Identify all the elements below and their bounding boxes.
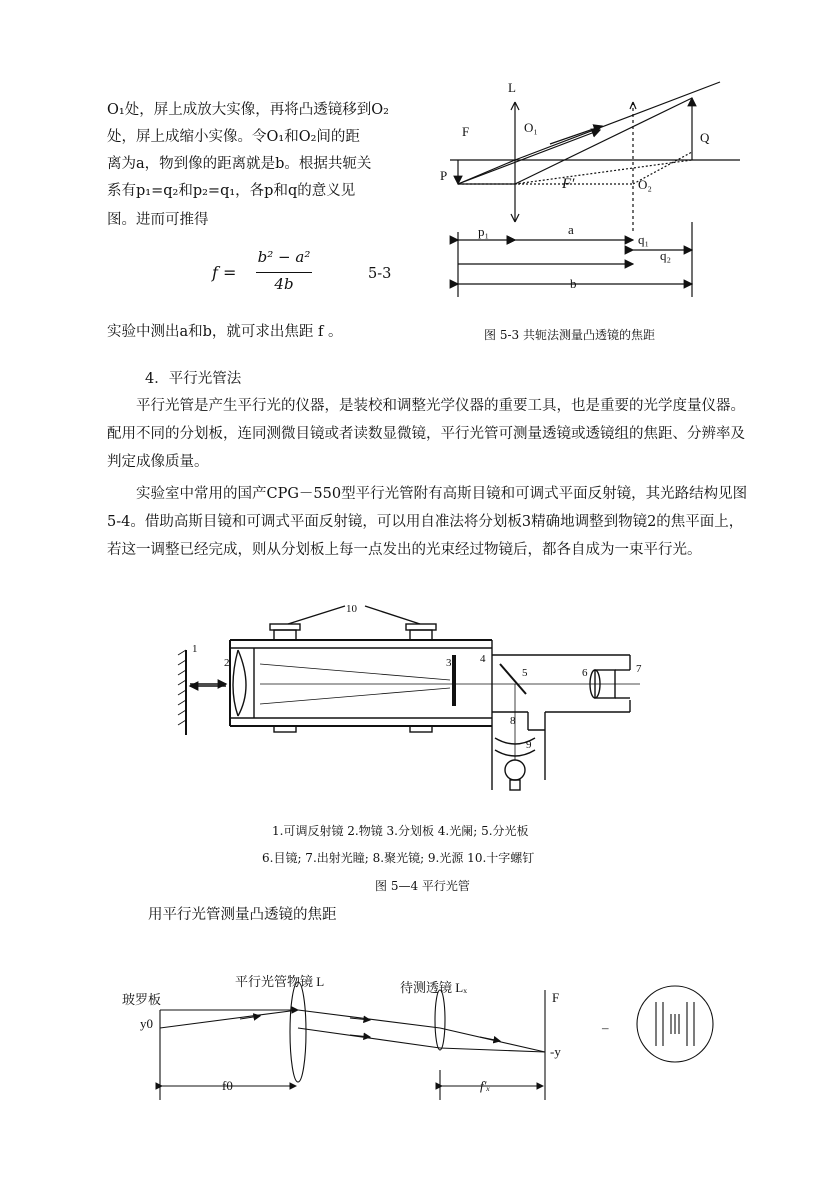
- formula-5-3: [212, 248, 332, 298]
- equation-number: 5-3: [368, 266, 392, 282]
- part-10-label: 10: [346, 603, 357, 615]
- part-7-label: 7: [636, 663, 642, 675]
- subheading-focal-measure: 用平行光管测量凸透镜的焦距: [148, 907, 337, 923]
- formula-denominator: 4b: [274, 275, 294, 293]
- label-p1: p₁: [478, 224, 490, 239]
- section-4-paragraph-1: 平行光管是产生平行光的仪器，是装校和调整光学仪器的重要工具，也是重要的光学度量仪器。配用不同的分划板，连同测微目镜或者读数显微镜，平行光管可测量透镜或透镜组的焦距、分辨率及判定成像质量。: [107, 398, 745, 470]
- label-a: a: [568, 222, 574, 237]
- part-6-label: 6: [582, 667, 588, 679]
- figure-5-4-caption: 图 5—4 平行光管: [375, 879, 470, 893]
- label-objective-L: 平行光管物镜 L: [235, 974, 325, 989]
- part-8-label: 8: [510, 715, 516, 727]
- label-f0: f0: [222, 1078, 233, 1093]
- label-L: L: [508, 80, 516, 95]
- label-O1: O₁: [524, 120, 538, 135]
- label-glass-plate: 玻罗板: [122, 992, 162, 1007]
- figure-5-4-legend-2: 6.目镜; 7.出射光瞳; 8.聚光镜; 9.光源 10.十字螺钉: [262, 851, 535, 865]
- figure-5-3-caption: 图 5-3 共轭法测量凸透镜的焦距: [484, 328, 655, 342]
- label-y0: y0: [140, 1016, 153, 1031]
- label-O2: O₂: [638, 177, 652, 192]
- bottom-figure-diagram: [100, 960, 740, 1110]
- label-P: P: [440, 168, 448, 183]
- label-minus-y: -y: [550, 1044, 561, 1059]
- label-q2: q₂: [660, 248, 672, 263]
- label-q1: q₁: [638, 232, 650, 247]
- label-F-prime: F′: [562, 176, 575, 192]
- label-F: F: [552, 990, 560, 1005]
- figure-5-4-diagram: [170, 600, 660, 800]
- figure-5-4-legend-1: 1.可调反射镜 2.物镜 3.分划板 4.光阑; 5.分光板: [272, 824, 529, 838]
- part-1-label: 1: [192, 643, 198, 655]
- formula-lhs: f =: [212, 263, 237, 282]
- part-5-label: 5: [522, 667, 528, 679]
- intro-line-1: O₁处，屏上成放大实像，再将凸透镜移到O₂: [107, 102, 389, 118]
- intro-line-5: 图。进而可推得: [107, 212, 209, 228]
- intro-conclusion: 实验中测出a和b，就可求出焦距 f 。: [107, 324, 343, 340]
- label-b: b: [570, 276, 577, 291]
- label-fx: f′ₓ: [480, 1078, 491, 1093]
- intro-line-2: 处，屏上成缩小实像。令O₁和O₂间的距: [107, 129, 360, 145]
- label-dash: –: [602, 1020, 609, 1035]
- figure-5-3-diagram: [420, 72, 750, 307]
- section-4-heading: 4．平行光管法: [145, 371, 242, 387]
- formula-numerator: b² − a²: [257, 248, 311, 266]
- part-4-label: 4: [480, 653, 486, 665]
- part-2-label: 2: [224, 657, 230, 669]
- label-test-lens: 待测透镜 Lₓ: [400, 980, 467, 995]
- part-9-label: 9: [526, 739, 532, 751]
- ray-1b: [515, 82, 720, 160]
- fraction-bar: [256, 272, 312, 273]
- intro-line-3: 离为a，物到像的距离就是b。根据共轭关: [107, 156, 372, 172]
- part-3-label: 3: [446, 657, 452, 669]
- intro-line-4: 系有p₁=q₂和p₂=q₁，各p和q的意义见: [107, 183, 356, 199]
- label-Q: Q: [700, 130, 710, 145]
- section-4-paragraph-2: 实验室中常用的国产CPG－550型平行光管附有高斯目镜和可调式平面反射镜，其光路结构见图5-4。借助高斯目镜和可调式平面反射镜，可以用自准法将分划板3精确地调整到物镜2的焦平面上，若这一调整已经完成，则从分划板上每一点发出的光束经过物镜后，都各自成为一束平行光。: [107, 486, 748, 558]
- label-F: F: [462, 124, 470, 139]
